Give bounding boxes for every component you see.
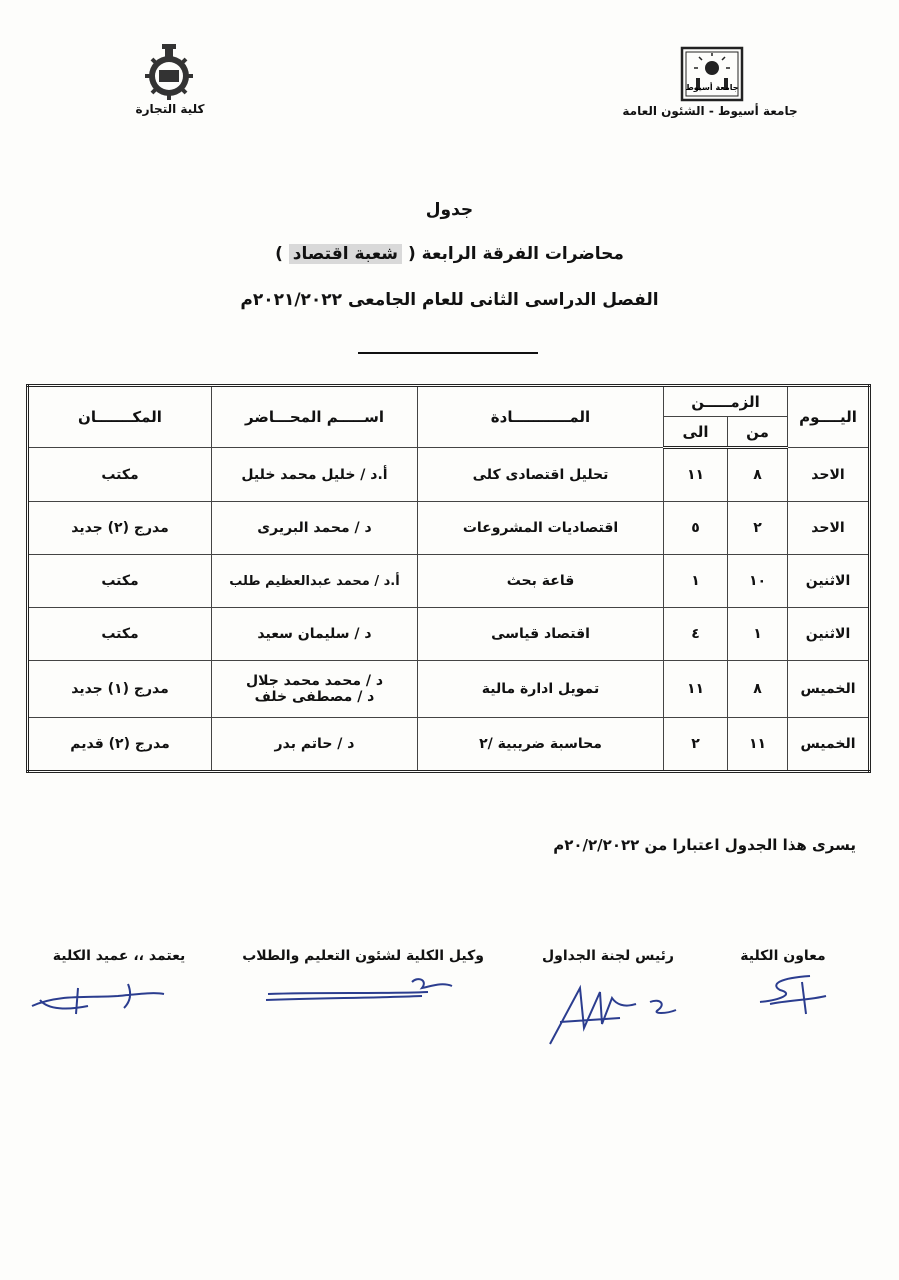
table-row (28, 608, 870, 661)
header-lecturer: اســـــم المحـــاضر (212, 386, 418, 448)
cell-day: الخميس (788, 718, 870, 772)
cell-subject: اقتصاديات المشروعات (418, 502, 664, 555)
table-row (28, 502, 870, 555)
cell-place: مكتب (28, 608, 212, 661)
cell-subject: محاسبة ضريبية /٢ (418, 718, 664, 772)
cell-lecturer (212, 661, 418, 718)
signature-dean (28, 980, 168, 1020)
cell-lecturer: د / حاتم بدر (212, 718, 418, 772)
cell-place: مدرج (٢) قديم (28, 718, 212, 772)
table-row (28, 448, 870, 502)
cell-lecturer: أ.د / محمد عبدالعظيم طلب (212, 555, 418, 608)
cell-subject: قاعة بحث (418, 555, 664, 608)
cell-lecturer: د / سليمان سعيد (212, 608, 418, 661)
effective-date-note: يسرى هذا الجدول اعتبارا من ٢٠/٢/٢٠٢٢م (553, 836, 856, 854)
table-row (28, 555, 870, 608)
svg-text:جامعة أسيوط: جامعة أسيوط (685, 83, 739, 92)
cell-day: الخميس (788, 661, 870, 718)
cell-from: ١١ (728, 718, 788, 772)
header-from: من (728, 417, 788, 448)
lecturer-line-2: د / مصطفى خلف (254, 689, 375, 705)
header-day: اليــــوم (788, 386, 870, 448)
table-row (28, 661, 870, 718)
cell-from: ١٠ (728, 555, 788, 608)
cell-to: ٢ (664, 718, 728, 772)
title-divider (358, 352, 538, 354)
cell-place: مدرج (١) جديد (28, 661, 212, 718)
cell-to: ١١ (664, 661, 728, 718)
cell-day: الاحد (788, 502, 870, 555)
university-caption: جامعة أسيوط - الشئون العامة (622, 104, 798, 118)
faculty-caption: كلية التجارة (135, 102, 205, 116)
signature-committee-head (540, 958, 690, 1048)
cell-day: الاثنين (788, 608, 870, 661)
header-subject: المـــــــــــادة (418, 386, 664, 448)
cell-to: ٤ (664, 608, 728, 661)
cell-from: ٢ (728, 502, 788, 555)
lecturer-line-1: د / محمد محمد جلال (245, 673, 384, 689)
cell-lecturer: أ.د / خليل محمد خليل (212, 448, 418, 502)
signature-label-committee-head: رئيس لجنة الجداول (541, 948, 674, 964)
cell-subject: تحليل اقتصادى كلى (418, 448, 664, 502)
cell-lecturer: د / محمد البريرى (212, 502, 418, 555)
signature-deputy (262, 972, 462, 1012)
header-to: الى (664, 417, 728, 448)
header-place: المكـــــــان (28, 386, 212, 448)
cell-to: ١ (664, 555, 728, 608)
cell-day: الاثنين (788, 555, 870, 608)
cell-subject: اقتصاد قياسى (418, 608, 664, 661)
subtitle-suffix: ) (275, 244, 289, 264)
cell-from: ٨ (728, 448, 788, 502)
table-row (28, 718, 870, 772)
signature-label-dean: يعتمد ،، عميد الكلية (52, 948, 186, 964)
faculty-logo-icon (136, 42, 202, 100)
cell-place: مدرج (٢) جديد (28, 502, 212, 555)
term-heading: الفصل الدراسى الثانى للعام الجامعى ٢٠٢١/٢٠٢٢م (240, 290, 659, 310)
header-time: الزمـــــن (664, 386, 788, 417)
signature-vice-dean (740, 970, 840, 1020)
document-subtitle (0, 244, 899, 264)
header-row (28, 386, 870, 417)
document-title: جدول (425, 200, 474, 220)
cell-to: ٥ (664, 502, 728, 555)
subtitle-highlight: شعبة اقتصاد (289, 244, 402, 264)
university-logo-icon (678, 44, 746, 104)
cell-from: ١ (728, 608, 788, 661)
cell-to: ١١ (664, 448, 728, 502)
cell-place: مكتب (28, 555, 212, 608)
signature-label-deputy: وكيل الكلية لشئون التعليم والطلاب (242, 948, 484, 964)
cell-place: مكتب (28, 448, 212, 502)
cell-day: الاحد (788, 448, 870, 502)
cell-from: ٨ (728, 661, 788, 718)
subtitle-prefix: محاضرات الفرقة الرابعة ( (402, 244, 624, 264)
signature-label-vice-dean: معاون الكلية (740, 948, 826, 964)
cell-subject: تمويل ادارة مالية (418, 661, 664, 718)
schedule-table (26, 384, 871, 773)
